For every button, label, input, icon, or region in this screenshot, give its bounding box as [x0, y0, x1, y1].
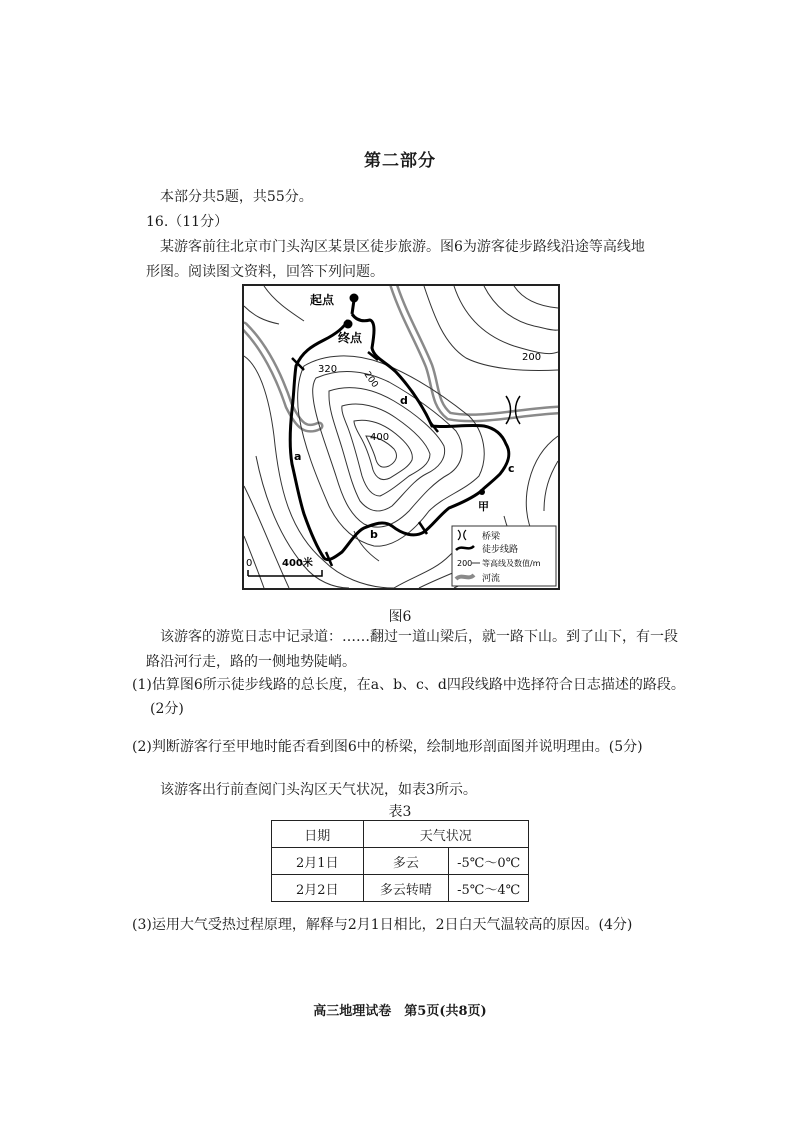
- contour-label-320: 320: [318, 364, 338, 375]
- table-caption: 表3: [388, 804, 412, 820]
- legend-contour-label: 等高线及数值/m: [482, 559, 541, 568]
- ridge-contours: [298, 356, 485, 546]
- legend-river-icon: [456, 575, 474, 579]
- legend: [452, 526, 556, 586]
- scale-label-400: 400米: [282, 558, 313, 569]
- contour-label-200-top: 200: [522, 352, 542, 363]
- figure-caption: 图6: [388, 609, 412, 625]
- row2-date: 2月2日: [272, 875, 364, 902]
- row2-weather: 多云转晴: [363, 875, 449, 902]
- header-weather: 天气状况: [363, 821, 528, 848]
- label-start: 起点: [310, 293, 335, 307]
- sub-question-2: (2)判断游客行至甲地时能否看到图6中的桥梁，绘制地形剖面图并说明理由。(5分): [132, 739, 643, 755]
- page-footer: 高三地理试卷 第5页(共8页): [313, 1004, 487, 1019]
- legend-route-label: 徒步线路: [482, 545, 519, 555]
- segment-label-c: c: [508, 462, 515, 475]
- row1-weather: 多云: [363, 848, 449, 875]
- section-title: 第二部分: [364, 151, 436, 171]
- row1-temp: -5℃～0℃: [449, 848, 529, 875]
- contour-label-400: 400: [370, 432, 390, 443]
- question-16-stem-line2: 形图。阅读图文资料，回答下列问题。: [146, 264, 384, 280]
- sub-question-3: (3)运用大气受热过程原理，解释与2月1日相比，2日白天气温较高的原因。(4分): [132, 917, 633, 933]
- weather-table: [271, 820, 529, 902]
- diary-line2: 路沿河行走，路的一侧地势陡峭。: [146, 654, 356, 670]
- header-date: 日期: [272, 821, 364, 848]
- label-end: 终点: [338, 331, 363, 345]
- row2-temp: -5℃～4℃: [449, 875, 529, 902]
- segment-label-d: d: [400, 394, 408, 407]
- table-row: [272, 848, 529, 875]
- contour-label-200-mid: 200: [361, 369, 380, 390]
- question-16-stem-line1: 某游客前往北京市门头沟区某景区徒步旅游。图6为游客徒步路线沿途等高线地: [160, 239, 645, 255]
- section-intro: 本部分共5题，共55分。: [160, 189, 313, 205]
- sub-question-1-line1: (1)估算图6所示徒步线路的总长度，在a、b、c、d四段线路中选择符合日志描述的路段。: [132, 677, 685, 693]
- row1-date: 2月1日: [272, 848, 364, 875]
- place-jia-marker: [479, 489, 485, 495]
- legend-bridge-label: 桥梁: [482, 532, 501, 542]
- end-point-marker: [344, 320, 353, 329]
- segment-label-a: a: [294, 450, 302, 463]
- legend-contour-sample: 200: [457, 559, 473, 568]
- question-16-number: 16.（11分）: [146, 214, 229, 230]
- scale-label-zero: 0: [246, 558, 253, 569]
- table-row: [272, 875, 529, 902]
- legend-river-label: 河流: [482, 574, 501, 584]
- table-header-row: [272, 821, 529, 848]
- contour-map-figure: [242, 284, 560, 590]
- sub-question-1-line2: (2分): [150, 701, 184, 717]
- segment-label-b: b: [370, 528, 378, 541]
- place-label-jia: 甲: [478, 500, 489, 513]
- weather-intro: 该游客出行前查阅门头沟区天气状况，如表3所示。: [160, 782, 477, 798]
- diary-line1: 该游客的游览日志中记录道：……翻过一道山梁后，就一路下山。到了山下，有一段: [160, 629, 678, 645]
- start-point-marker: [350, 294, 359, 303]
- contour-map: [244, 286, 558, 588]
